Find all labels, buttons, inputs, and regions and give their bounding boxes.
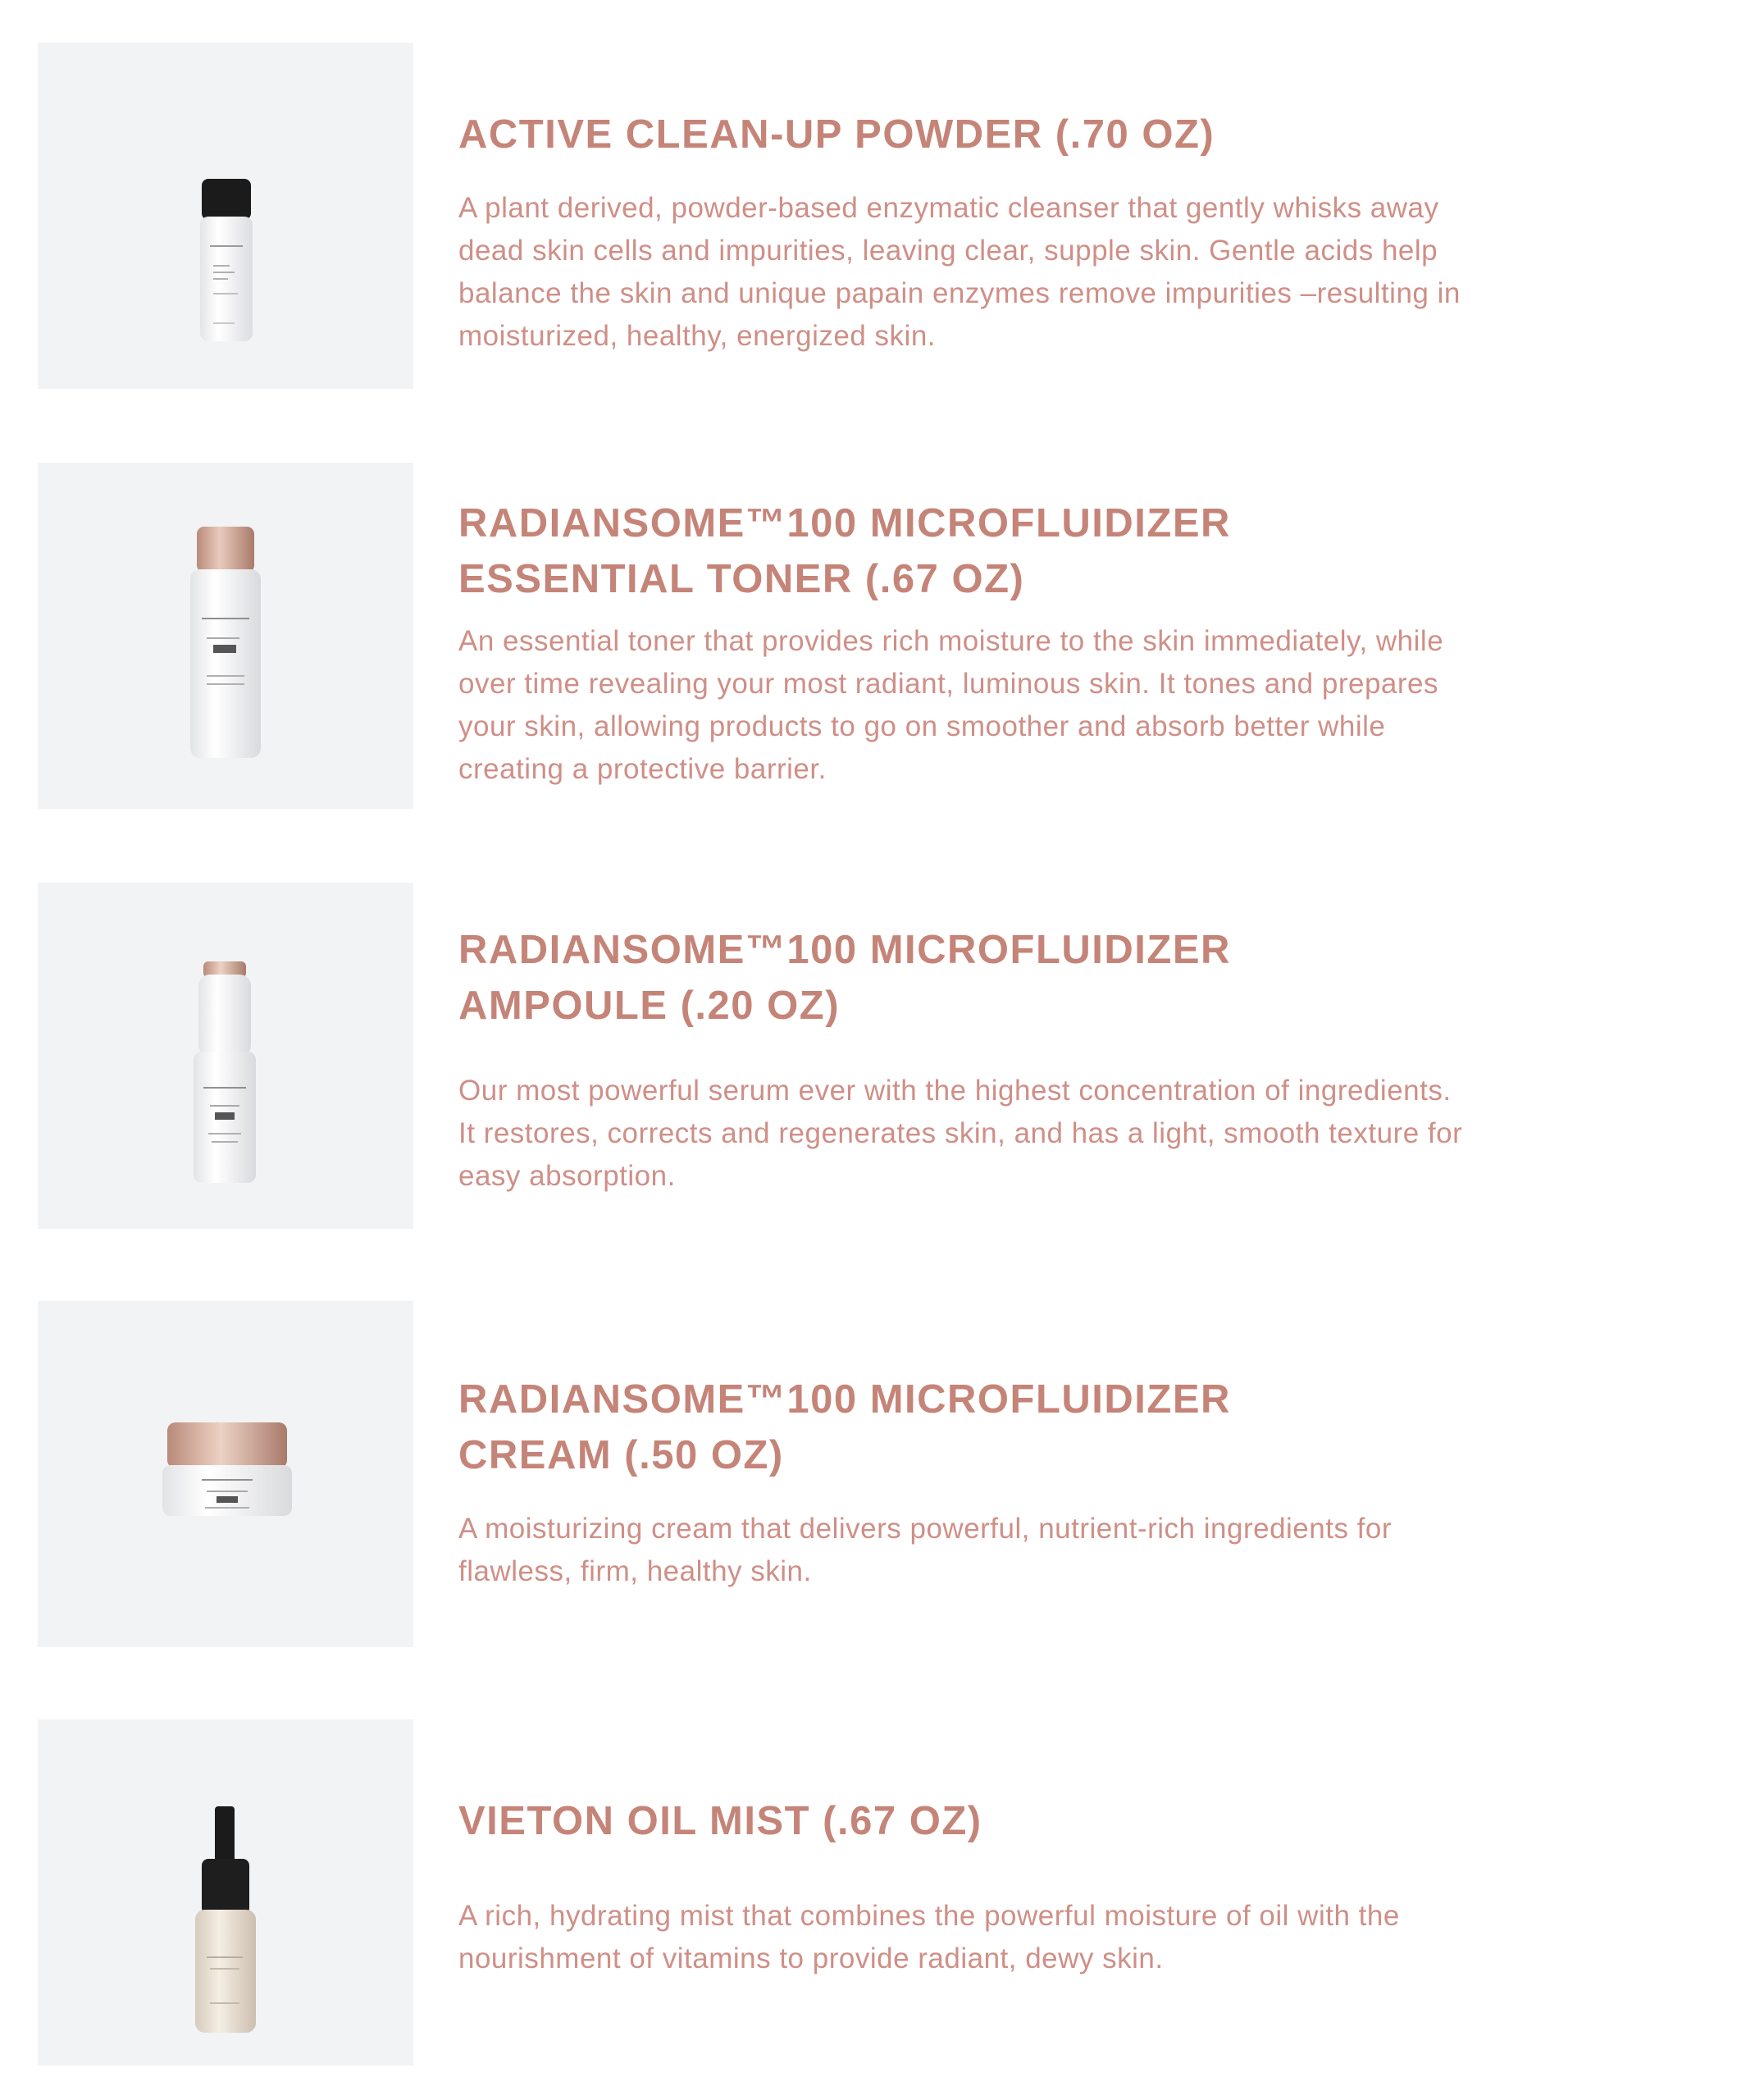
- product-info: [458, 1719, 1492, 2066]
- product-info: [458, 463, 1492, 809]
- product-image-tile: [38, 1719, 413, 2066]
- product-info: [458, 43, 1492, 389]
- product-image-tile: [38, 1301, 413, 1647]
- product-description: A moisturizing cream that delivers powerful, nutrient-rich ingredients for flawless, firm, healthy skin.: [458, 1513, 1393, 1587]
- product-title: RADIANSOME™100 MICROFLUIDIZER AMPOULE (.20 OZ): [458, 928, 1231, 1028]
- product-description: Our most powerful serum ever with the highest concentration of ingredients. It restores, corrects and regenerates skin, and has a light, smooth texture for easy absorption.: [458, 1075, 1463, 1192]
- product-title: RADIANSOME™100 MICROFLUIDIZER ESSENTIAL TONER (.67 OZ): [458, 501, 1231, 601]
- product-title: RADIANSOME™100 MICROFLUIDIZER CREAM (.50 OZ): [458, 1377, 1231, 1477]
- product-title: ACTIVE CLEAN-UP POWDER (.70 OZ): [458, 112, 1215, 157]
- product-image-tile: [38, 43, 413, 389]
- ampoule-bottle-icon: [38, 883, 413, 1229]
- product-row: [38, 463, 1514, 809]
- product-row: [38, 1719, 1514, 2066]
- mist-bottle-icon: [38, 1719, 413, 2066]
- product-description: A rich, hydrating mist that combines the powerful moisture of oil with the nourishment of vitamins to provide radiant, dewy skin.: [458, 1900, 1400, 1974]
- product-row: [38, 1301, 1514, 1647]
- product-image-tile: [38, 463, 413, 809]
- product-row: [38, 43, 1514, 389]
- product-description: An essential toner that provides rich moisture to the skin immediately, while over time revealing your most radiant, luminous skin. It tones and prepares your skin, allowing products to go on smoother and absorb better while creating a protective barrier.: [458, 625, 1444, 785]
- product-row: [38, 883, 1514, 1229]
- product-title: VIETON OIL MIST (.67 OZ): [458, 1799, 982, 1843]
- toner-bottle-icon: [38, 463, 413, 809]
- powder-bottle-icon: [38, 43, 413, 389]
- product-description: A plant derived, powder-based enzymatic cleanser that gently whisks away dead skin cells and impurities, leaving clear, supple skin. Gentle acids help balance the skin and unique papain enzymes remove impurities –resulting in moisturized, healthy, energized skin.: [458, 192, 1461, 352]
- product-info: [458, 883, 1492, 1229]
- product-image-tile: [38, 883, 413, 1229]
- product-info: [458, 1301, 1492, 1647]
- cream-jar-icon: [38, 1301, 413, 1647]
